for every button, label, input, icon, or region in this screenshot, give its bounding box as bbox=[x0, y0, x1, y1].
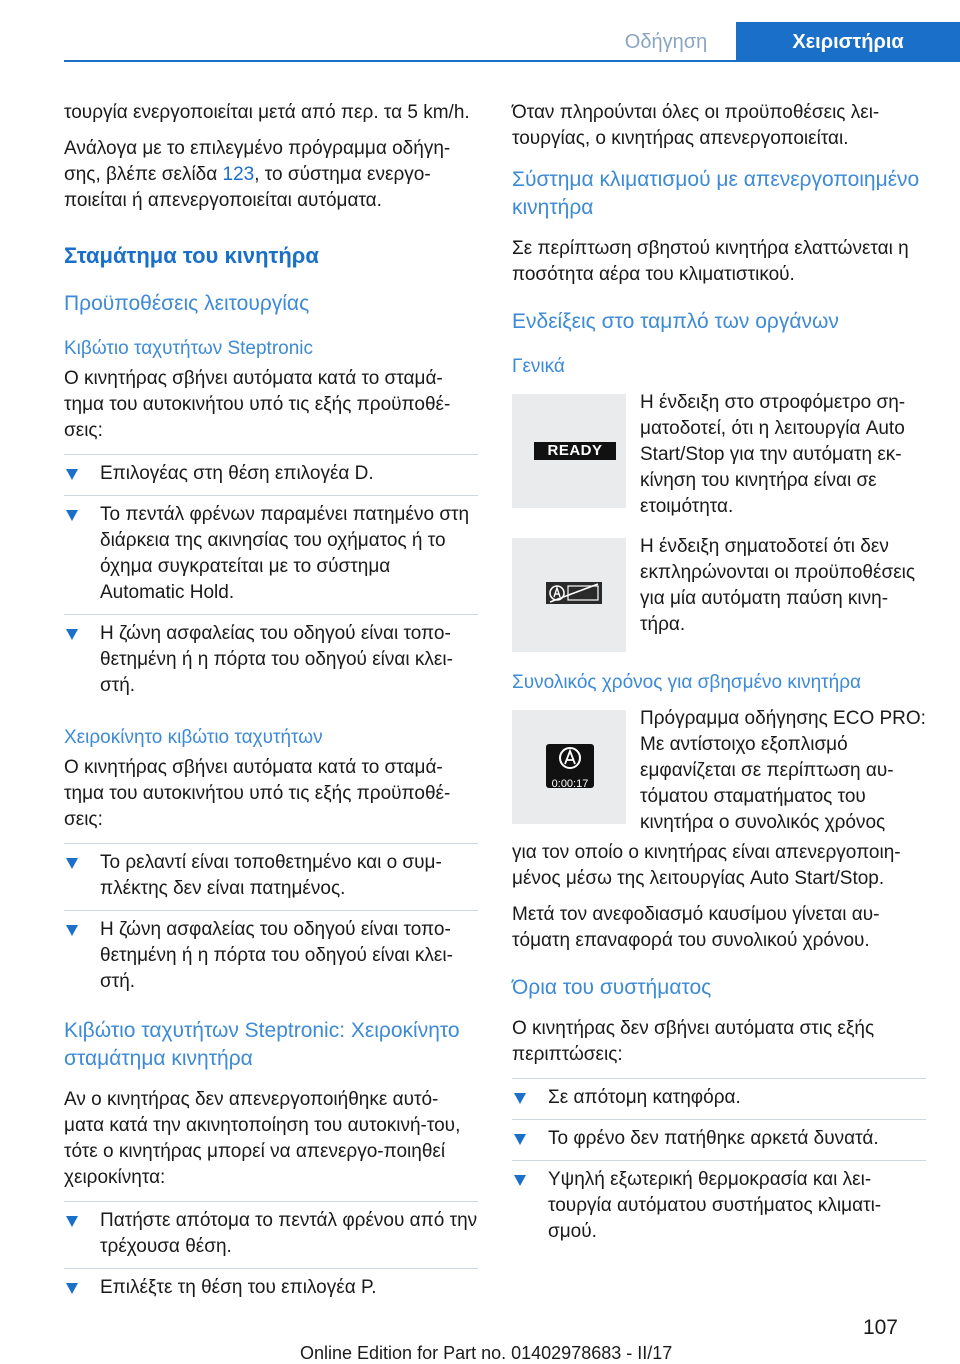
start-stop-crossed-image bbox=[512, 538, 626, 652]
triangle-bullet-icon bbox=[66, 1216, 78, 1227]
paragraph-with-link bbox=[64, 136, 478, 214]
paragraph: Μετά τον ανεφοδιασμό καυσίμου γίνεται αυ‐τόματη επαναφορά του συνολικού χρόνου. bbox=[512, 904, 880, 951]
list-item-text: Το φρένο δεν πατήθηκε αρκετά δυνατά. bbox=[548, 1128, 879, 1149]
list-item bbox=[64, 843, 478, 910]
list-item-text: Το πεντάλ φρένων παραμένει πατημένο στη διάρκεια της ακινησίας του οχήματος ή το όχημα συγκρατείται με το σύστημα Automatic Hold. bbox=[100, 504, 470, 603]
indicator-text: Πρόγραμμα οδήγησης ECO PRO: Με αντίστοιχο εξοπλισμό εμφανίζεται σε περίπτωση αυ‐τόματου σταματήματος του κινητήρα ο συνολικός χρόνος bbox=[640, 708, 926, 833]
list-item bbox=[64, 1268, 478, 1309]
indicator-eco-timer bbox=[512, 710, 926, 836]
paragraph: Ο κινητήρας σβήνει αυτόματα κατά το σταμά‐τημα του αυτοκινήτου υπό τις εξής προϋποθέ‐σεις: bbox=[64, 368, 451, 441]
page-header bbox=[0, 22, 960, 62]
bullet-list bbox=[512, 1078, 926, 1253]
topic-heading: Κιβώτιο ταχυτήτων Steptronic bbox=[64, 338, 314, 359]
list-item bbox=[512, 1078, 926, 1119]
list-item-text: Επιλογέας στη θέση επιλογέα D. bbox=[100, 463, 374, 484]
list-item bbox=[512, 1119, 926, 1160]
ready-badge: READY bbox=[534, 442, 616, 460]
triangle-bullet-icon bbox=[66, 510, 78, 521]
paragraph: Σε περίπτωση σβηστού κινητήρα ελαττώνεται η ποσότητα αέρα του κλιματιστικού. bbox=[512, 238, 909, 285]
triangle-bullet-icon bbox=[66, 629, 78, 640]
triangle-bullet-icon bbox=[66, 469, 78, 480]
subsection-heading: Ενδείξεις στο ταμπλό των οργάνων bbox=[512, 310, 839, 333]
text: Ανάλογα με το επιλεγμένο πρόγραμμα οδήγη‐σης, βλέπε σελίδα bbox=[64, 138, 451, 185]
chapter-tab[interactable]: Χειριστήρια bbox=[736, 22, 960, 62]
paragraph: τουργία ενεργοποιείται μετά από περ. τα 5 km/h. bbox=[64, 102, 470, 123]
section-tab[interactable]: Οδήγηση bbox=[624, 31, 708, 53]
indicator-not-ready bbox=[512, 538, 926, 652]
paragraph: Αν ο κινητήρας δεν απενεργοποιήθηκε αυτό‐ματα κατά την ακινητοποίηση του αυτοκινή‐του, τότε ο κινητήρας μπορεί να απενεργο‐ποιηθεί χειροκίνητα: bbox=[64, 1089, 461, 1188]
subsection-heading: Προϋποθέσεις λειτουργίας bbox=[64, 292, 310, 315]
paragraph: Όταν πληρούνται όλες οι προϋποθέσεις λει‐τουργίας, ο κινητήρας απενεργοποιείται. bbox=[512, 102, 880, 149]
list-item bbox=[64, 910, 478, 1003]
topic-heading: Γενικά bbox=[512, 356, 565, 377]
triangle-bullet-icon bbox=[66, 925, 78, 936]
bullet-list bbox=[64, 1201, 478, 1309]
text: , το σύστημα ενεργο‐ποιείται ή απενεργοποιείται αυτόματα. bbox=[64, 164, 431, 211]
list-item-text: Πατήστε απότομα το πεντάλ φρένου από την τρέχουσα θέση. bbox=[100, 1210, 478, 1257]
triangle-bullet-icon bbox=[514, 1134, 526, 1145]
right-column bbox=[512, 100, 926, 1263]
indicator-text: Η ένδειξη στο στροφόμετρο ση‐ματοδοτεί, ότι η λειτουργία Auto Start/Stop για την αυτόματη εκ‐κίνηση του κινητήρα είναι σε ετοιμότητα. bbox=[640, 392, 906, 517]
topic-heading: Χειροκίνητο κιβώτιο ταχυτήτων bbox=[64, 727, 323, 748]
triangle-bullet-icon bbox=[66, 858, 78, 869]
subsection-heading: Όρια του συστήματος bbox=[512, 976, 712, 999]
list-item-text: Η ζώνη ασφαλείας του οδηγού είναι τοπο‐θετημένη ή η πόρτα του οδηγού είναι κλει‐στή. bbox=[100, 623, 453, 696]
list-item-text: Υψηλή εξωτερική θερμοκρασία και λει‐τουργία αυτόματου συστήματος κλιματι‐σμού. bbox=[548, 1169, 882, 1242]
left-column bbox=[64, 100, 478, 1319]
list-item-text: Το ρελαντί είναι τοποθετημένο και ο συμ‐πλέκτης δεν είναι πατημένος. bbox=[100, 852, 442, 899]
list-item bbox=[64, 495, 478, 614]
header-rule bbox=[64, 60, 960, 62]
triangle-bullet-icon bbox=[514, 1093, 526, 1104]
eco-timer-badge bbox=[546, 744, 594, 788]
bullet-list bbox=[64, 843, 478, 1003]
list-item-text: Η ζώνη ασφαλείας του οδηγού είναι τοπο‐θετημένη ή η πόρτα του οδηγού είναι κλει‐στή. bbox=[100, 919, 453, 992]
edition-note: Online Edition for Part no. 01402978683 - II/17 bbox=[300, 1343, 673, 1363]
page-number: 107 bbox=[862, 1316, 898, 1339]
list-item bbox=[64, 1201, 478, 1268]
paragraph: Ο κινητήρας σβήνει αυτόματα κατά το σταμά‐τημα του αυτοκινήτου υπό τις εξής προϋποθέ‐σεις: bbox=[64, 757, 451, 830]
subsection-heading: Κιβώτιο ταχυτήτων Steptronic: Χειροκίνητο σταμάτημα κινητήρα bbox=[64, 1019, 460, 1070]
indicator-ready bbox=[512, 394, 926, 520]
start-stop-crossed-icon bbox=[546, 582, 602, 604]
indicator-text: Η ένδειξη σηματοδοτεί ότι δεν εκπληρώνονται οι προϋποθέσεις για μία αυτόματη παύση κινη‐τήρα. bbox=[640, 536, 916, 635]
paragraph: Ο κινητήρας δεν σβήνει αυτόματα στις εξής περιπτώσεις: bbox=[512, 1018, 875, 1065]
list-item bbox=[512, 1160, 926, 1253]
list-item bbox=[64, 454, 478, 495]
list-item bbox=[64, 614, 478, 707]
triangle-bullet-icon bbox=[66, 1283, 78, 1294]
list-item-text: Επιλέξτε τη θέση του επιλογέα P. bbox=[100, 1277, 377, 1298]
list-item-text: Σε απότομη κατηφόρα. bbox=[548, 1087, 741, 1108]
subsection-heading: Σύστημα κλιματισμού με απενεργοποιημένο κινητήρα bbox=[512, 168, 920, 219]
topic-heading: Συνολικός χρόνος για σβησμένο κινητήρα bbox=[512, 672, 862, 693]
page-link[interactable]: 123 bbox=[222, 164, 255, 185]
auto-stop-icon bbox=[546, 744, 594, 772]
eco-timer-image bbox=[512, 710, 626, 824]
section-heading: Σταμάτημα του κινητήρα bbox=[64, 243, 319, 268]
bullet-list bbox=[64, 454, 478, 707]
paragraph: για τον οποίο ο κινητήρας είναι απενεργοποιη‐μένος μέσω της λειτουργίας Auto Start/Stop. bbox=[512, 842, 901, 889]
eco-timer-value: 0:00:17 bbox=[551, 778, 589, 790]
ready-indicator-image bbox=[512, 394, 626, 508]
triangle-bullet-icon bbox=[514, 1175, 526, 1186]
